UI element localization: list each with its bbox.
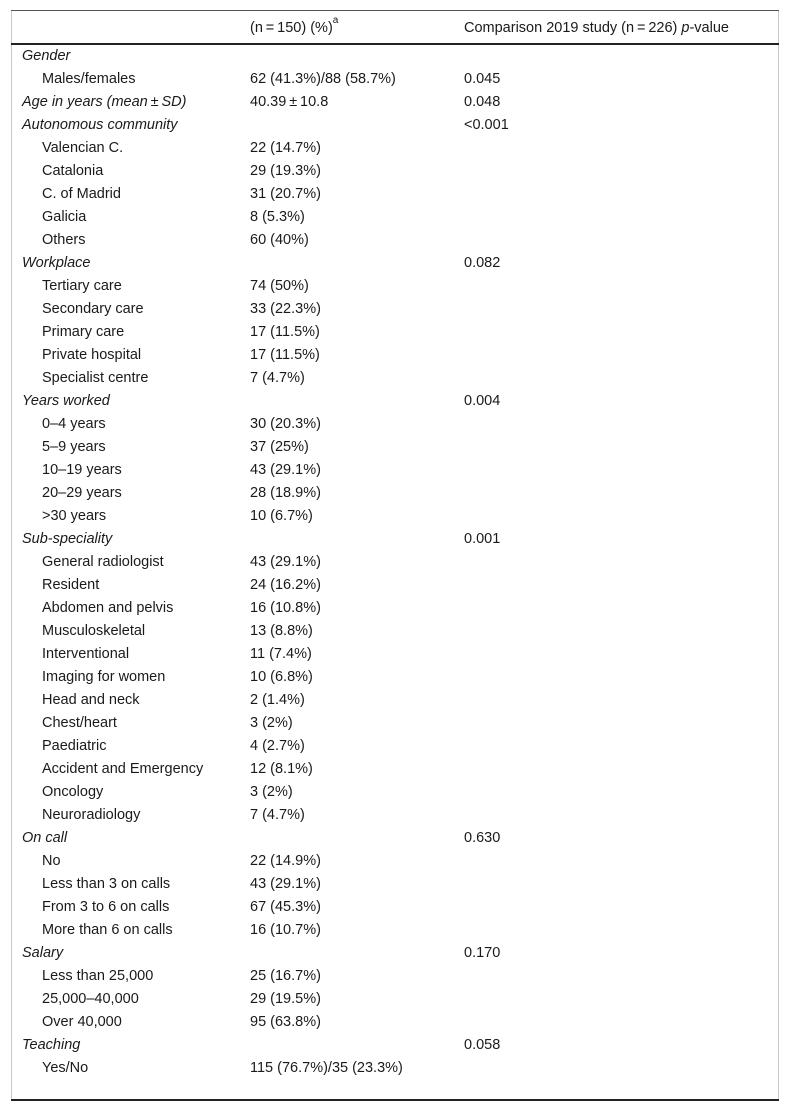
category-row	[12, 941, 778, 964]
row-p-value	[464, 481, 778, 504]
row-value	[250, 527, 464, 550]
row-label: Chest/heart	[42, 714, 117, 731]
row-value: 33 (22.3%)	[250, 300, 321, 317]
row-p-value	[464, 803, 778, 826]
row-value: 22 (14.7%)	[250, 139, 321, 156]
row-p-value	[464, 964, 778, 987]
row-value: 43 (29.1%)	[250, 553, 321, 570]
row-p-value	[464, 504, 778, 527]
row-p-value	[464, 136, 778, 159]
row-p-value: 0.630	[464, 829, 501, 846]
header-col-label	[12, 11, 250, 44]
row-value: 2 (1.4%)	[250, 691, 305, 708]
row-value: 10 (6.7%)	[250, 507, 313, 524]
row-label: Secondary care	[42, 300, 144, 317]
row-p-value	[464, 228, 778, 251]
row-p-value	[464, 573, 778, 596]
table-row	[12, 987, 778, 1010]
row-label: Tertiary care	[42, 277, 122, 294]
table-row	[12, 504, 778, 527]
row-p-value	[464, 320, 778, 343]
table-row	[12, 458, 778, 481]
row-value: 4 (2.7%)	[250, 737, 305, 754]
row-label: Head and neck	[42, 691, 140, 708]
category-row	[12, 527, 778, 550]
table-row	[12, 665, 778, 688]
row-label: Age in years (mean ± SD)	[22, 93, 187, 110]
row-p-value	[464, 458, 778, 481]
bottom-rule	[11, 1099, 779, 1101]
row-p-value	[464, 182, 778, 205]
table-row	[12, 320, 778, 343]
row-label: 0–4 years	[42, 415, 106, 432]
row-p-value	[464, 366, 778, 389]
row-value: 24 (16.2%)	[250, 576, 321, 593]
row-value: 29 (19.5%)	[250, 990, 321, 1007]
table-row	[12, 435, 778, 458]
row-value: 95 (63.8%)	[250, 1013, 321, 1030]
row-label: Private hospital	[42, 346, 142, 363]
table-row	[12, 757, 778, 780]
row-label: Teaching	[22, 1036, 81, 1053]
row-value: 3 (2%)	[250, 714, 293, 731]
row-value: 10 (6.8%)	[250, 668, 313, 685]
row-p-value	[464, 918, 778, 941]
row-value	[250, 113, 464, 136]
row-value	[250, 44, 464, 67]
footnote-marker: a	[332, 14, 339, 26]
table-row	[12, 136, 778, 159]
row-label: Autonomous community	[22, 116, 178, 133]
row-label: Specialist centre	[42, 369, 149, 386]
table-row	[12, 481, 778, 504]
table-row	[12, 1010, 778, 1033]
row-p-value	[464, 987, 778, 1010]
category-row	[12, 44, 778, 67]
table-row	[12, 803, 778, 826]
table-row	[12, 964, 778, 987]
row-label: More than 6 on calls	[42, 921, 173, 938]
table-row	[12, 297, 778, 320]
row-p-value	[464, 688, 778, 711]
row-p-value: 0.170	[464, 944, 501, 961]
row-label: Accident and Emergency	[42, 760, 204, 777]
row-p-value	[464, 872, 778, 895]
row-p-value	[464, 412, 778, 435]
row-p-value	[464, 757, 778, 780]
row-value: 62 (41.3%)/88 (58.7%)	[250, 70, 396, 87]
header-row	[12, 11, 778, 44]
row-label: Abdomen and pelvis	[42, 599, 174, 616]
row-value: 16 (10.7%)	[250, 921, 321, 938]
table-row	[12, 228, 778, 251]
demographics-table	[12, 11, 778, 1079]
row-value: 30 (20.3%)	[250, 415, 321, 432]
header-comparison-text: Comparison 2019 study (n = 226)	[464, 19, 682, 36]
row-value: 8 (5.3%)	[250, 208, 305, 225]
header-col-sample	[250, 11, 464, 44]
row-p-value: 0.058	[464, 1036, 501, 1053]
table-row	[12, 872, 778, 895]
table-row	[12, 849, 778, 872]
row-p-value	[464, 665, 778, 688]
row-p-value: 0.001	[464, 530, 501, 547]
row-label: Less than 25,000	[42, 967, 154, 984]
table-row	[12, 366, 778, 389]
row-value: 31 (20.7%)	[250, 185, 321, 202]
row-value: 67 (45.3%)	[250, 898, 321, 915]
row-value: 28 (18.9%)	[250, 484, 321, 501]
row-label: 10–19 years	[42, 461, 122, 478]
row-label: 20–29 years	[42, 484, 122, 501]
row-label: Gender	[22, 47, 71, 64]
table-row	[12, 734, 778, 757]
row-p-value	[464, 1010, 778, 1033]
category-row	[12, 826, 778, 849]
table-row	[12, 688, 778, 711]
row-label: Less than 3 on calls	[42, 875, 171, 892]
row-label: Interventional	[42, 645, 130, 662]
row-label: Valencian C.	[42, 139, 124, 156]
row-value	[250, 941, 464, 964]
row-label: On call	[22, 829, 68, 846]
row-value: 3 (2%)	[250, 783, 293, 800]
category-row	[12, 113, 778, 136]
row-value	[250, 826, 464, 849]
row-p-value: <0.001	[464, 116, 509, 133]
row-p-value	[464, 849, 778, 872]
row-p-value	[464, 44, 778, 67]
row-label: Resident	[42, 576, 100, 593]
row-label: Others	[42, 231, 86, 248]
row-p-value	[464, 734, 778, 757]
row-value: 7 (4.7%)	[250, 369, 305, 386]
row-label: Galicia	[42, 208, 87, 225]
table-row	[12, 1056, 778, 1079]
row-p-value	[464, 274, 778, 297]
header-col-comparison	[464, 11, 778, 44]
row-value	[250, 389, 464, 412]
row-label: Musculoskeletal	[42, 622, 146, 639]
row-value	[250, 251, 464, 274]
row-p-value: 0.045	[464, 70, 501, 87]
row-label: Years worked	[22, 392, 110, 409]
row-label: Primary care	[42, 323, 125, 340]
row-label: Imaging for women	[42, 668, 166, 685]
row-label: Males/females	[42, 70, 136, 87]
table-row	[12, 895, 778, 918]
row-label: >30 years	[42, 507, 107, 524]
table-row	[12, 642, 778, 665]
row-p-value	[464, 343, 778, 366]
row-value: 43 (29.1%)	[250, 461, 321, 478]
row-value: 17 (11.5%)	[250, 323, 320, 340]
row-value: 74 (50%)	[250, 277, 309, 294]
row-label: Catalonia	[42, 162, 104, 179]
row-p-value	[464, 297, 778, 320]
row-value	[250, 1033, 464, 1056]
row-label: From 3 to 6 on calls	[42, 898, 170, 915]
category-row	[12, 90, 778, 113]
table-row	[12, 619, 778, 642]
row-label: 25,000–40,000	[42, 990, 139, 1007]
row-label: No	[42, 852, 61, 869]
row-value: 43 (29.1%)	[250, 875, 321, 892]
header-p-italic: p	[681, 19, 690, 36]
row-p-value	[464, 596, 778, 619]
table-row	[12, 67, 778, 90]
table-row	[12, 780, 778, 803]
category-row	[12, 251, 778, 274]
table-row	[12, 182, 778, 205]
row-p-value	[464, 780, 778, 803]
header-sample-text: (n = 150) (%)	[250, 19, 333, 36]
row-value: 37 (25%)	[250, 438, 309, 455]
row-p-value	[464, 895, 778, 918]
table-row	[12, 918, 778, 941]
row-value: 11 (7.4%)	[250, 645, 312, 662]
row-label: Neuroradiology	[42, 806, 141, 823]
table-row	[12, 412, 778, 435]
row-p-value: 0.048	[464, 93, 501, 110]
row-label: 5–9 years	[42, 438, 106, 455]
row-value: 60 (40%)	[250, 231, 309, 248]
table-row	[12, 550, 778, 573]
row-label: Over 40,000	[42, 1013, 122, 1030]
category-row	[12, 1033, 778, 1056]
row-label: C. of Madrid	[42, 185, 121, 202]
row-p-value	[464, 205, 778, 228]
row-value: 25 (16.7%)	[250, 967, 321, 984]
row-p-value: 0.082	[464, 254, 501, 271]
table-row	[12, 159, 778, 182]
row-label: General radiologist	[42, 553, 164, 570]
row-label: Workplace	[22, 254, 91, 271]
row-value: 29 (19.3%)	[250, 162, 321, 179]
table-row	[12, 596, 778, 619]
row-p-value	[464, 159, 778, 182]
row-p-value	[464, 550, 778, 573]
row-value: 12 (8.1%)	[250, 760, 313, 777]
row-p-value	[464, 435, 778, 458]
row-value: 115 (76.7%)/35 (23.3%)	[250, 1059, 403, 1076]
header-value-suffix: -value	[689, 19, 729, 36]
row-p-value	[464, 619, 778, 642]
table-row	[12, 573, 778, 596]
row-value: 16 (10.8%)	[250, 599, 321, 616]
row-label: Paediatric	[42, 737, 107, 754]
table-row	[12, 274, 778, 297]
row-value: 7 (4.7%)	[250, 806, 305, 823]
row-value: 17 (11.5%)	[250, 346, 320, 363]
row-p-value	[464, 642, 778, 665]
table-row	[12, 205, 778, 228]
row-label: Salary	[22, 944, 64, 961]
table-row	[12, 711, 778, 734]
row-p-value: 0.004	[464, 392, 501, 409]
row-p-value	[464, 711, 778, 734]
row-value: 22 (14.9%)	[250, 852, 321, 869]
row-label: Yes/No	[42, 1059, 89, 1076]
row-label: Sub-speciality	[22, 530, 113, 547]
row-value: 13 (8.8%)	[250, 622, 313, 639]
row-value: 40.39 ± 10.8	[250, 93, 329, 110]
category-row	[12, 389, 778, 412]
row-p-value	[464, 1056, 778, 1079]
table-row	[12, 343, 778, 366]
row-label: Oncology	[42, 783, 104, 800]
